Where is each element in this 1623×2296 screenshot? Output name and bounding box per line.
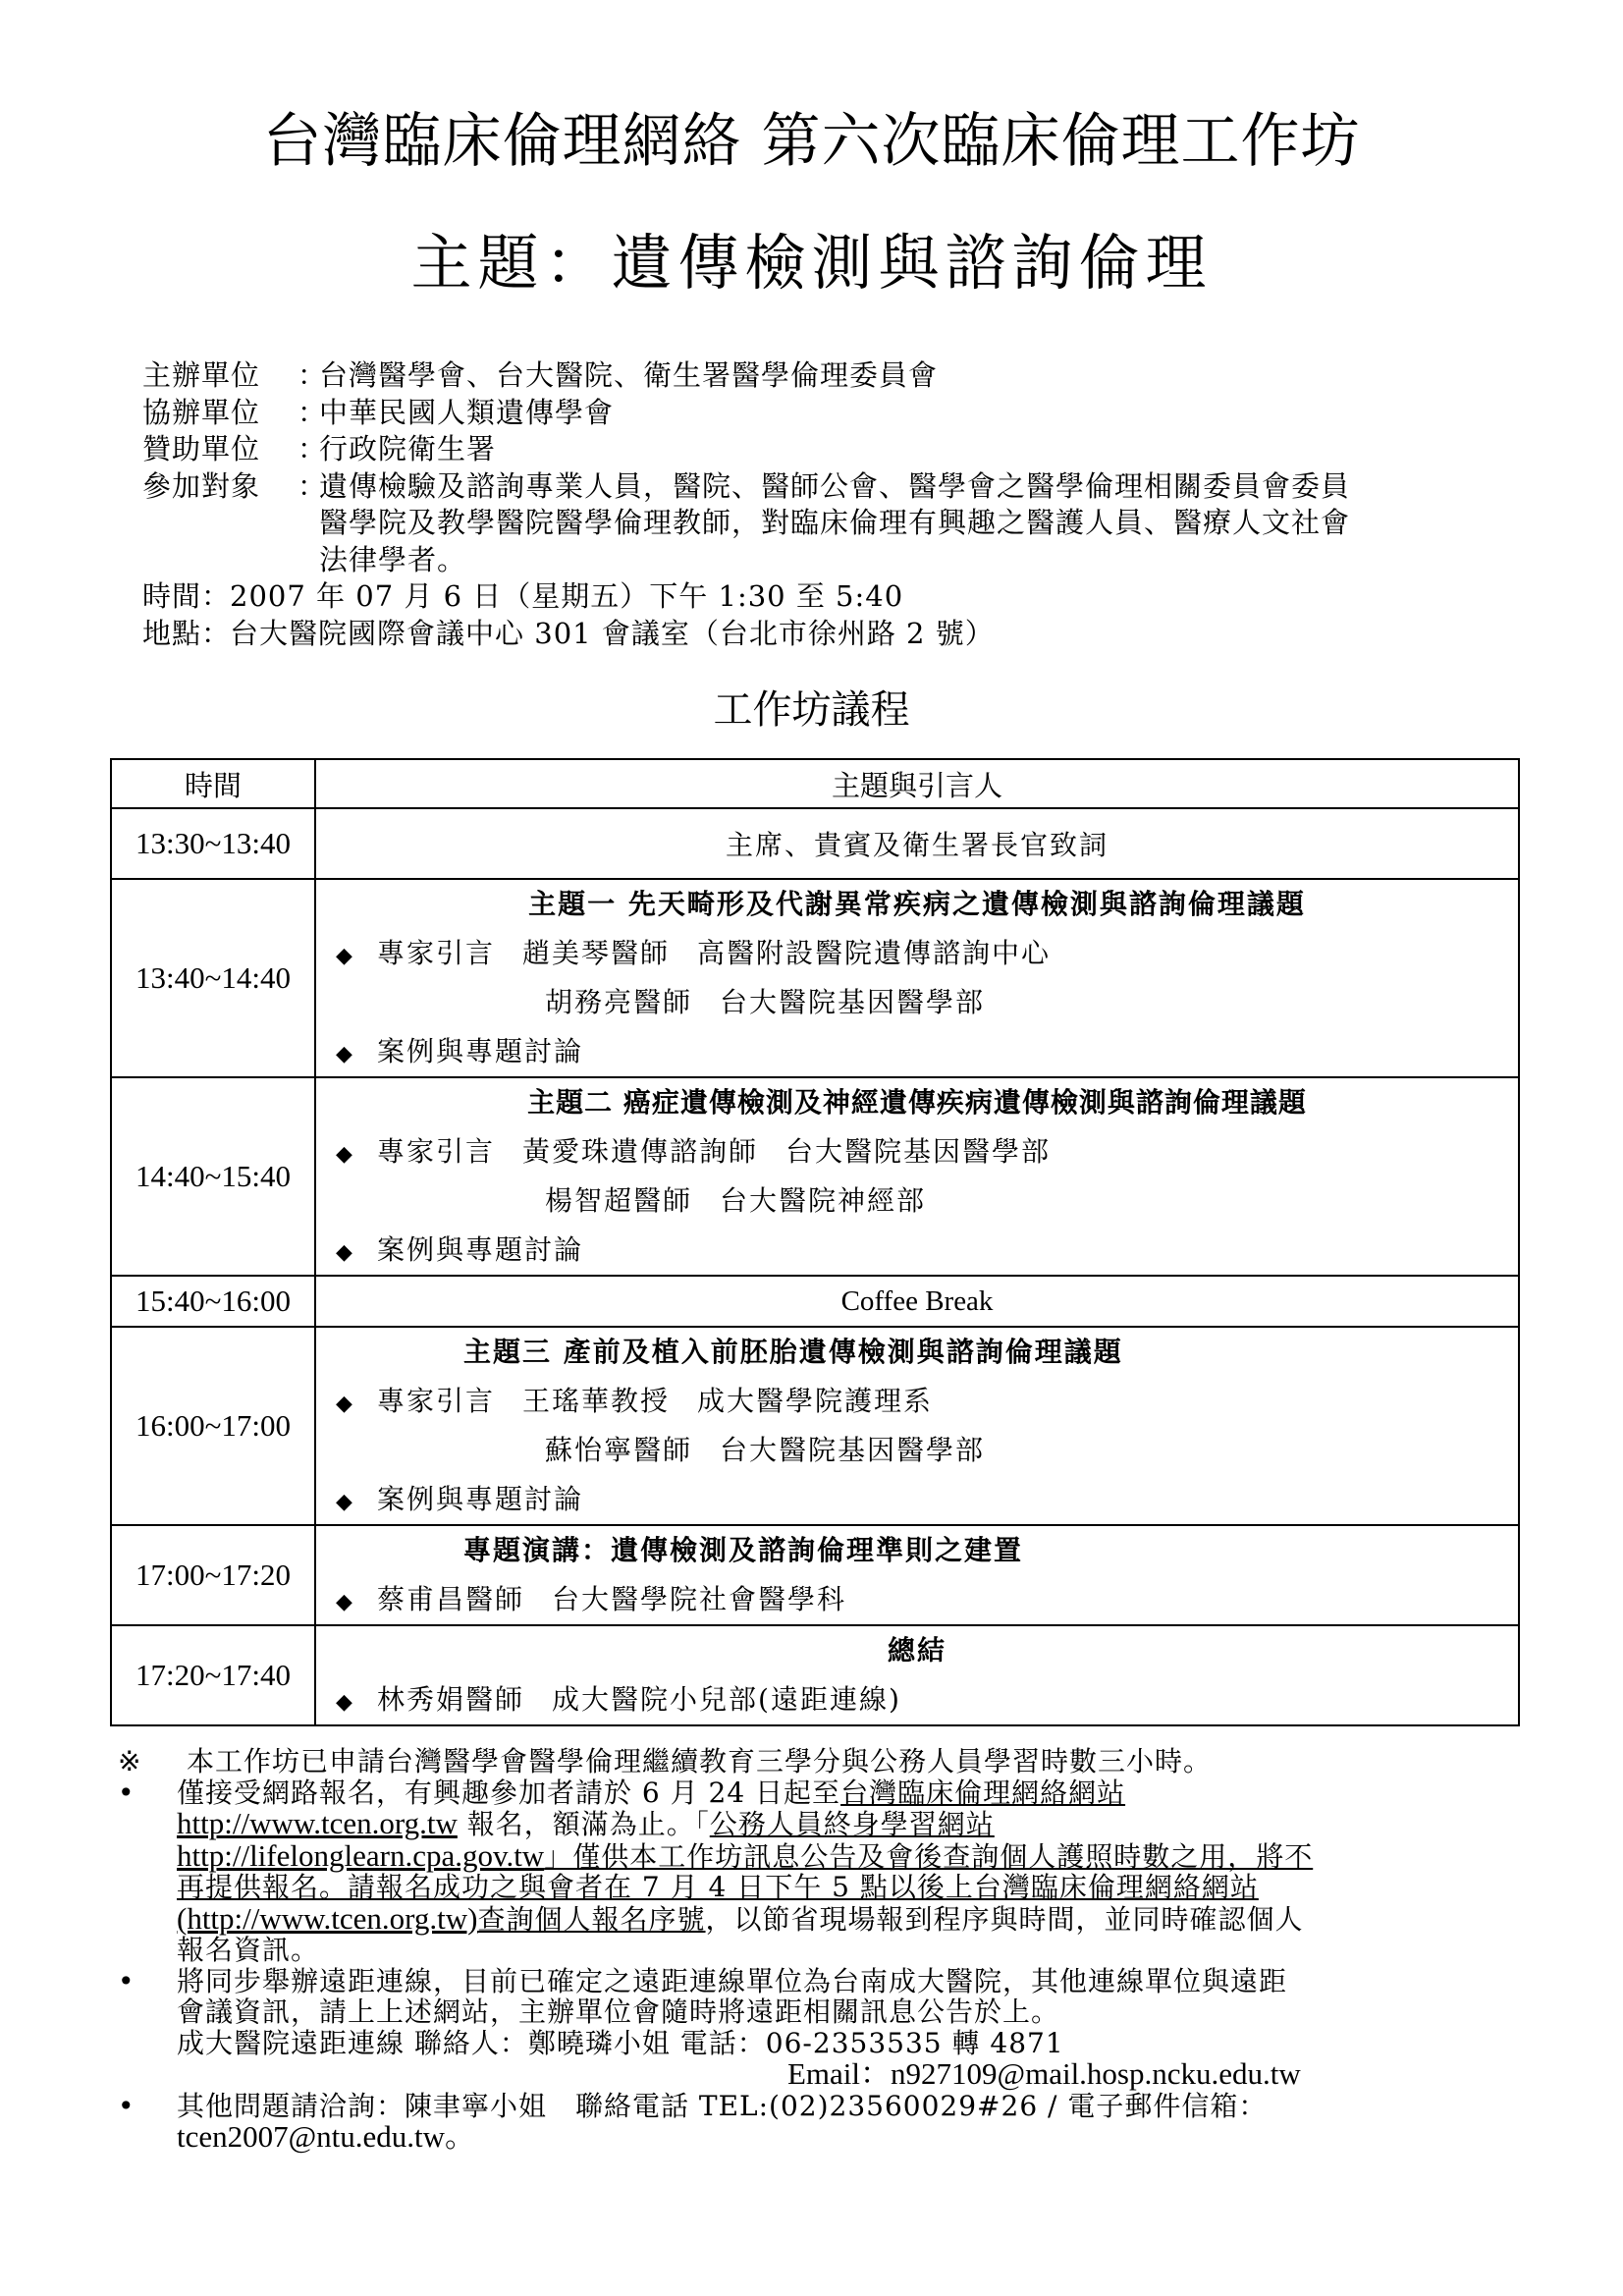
time-value: 2007 年 07 月 6 日（星期五）下午 1:30 至 5:40 <box>230 579 904 613</box>
expert-label: 專家引言 <box>377 1385 496 1417</box>
session-time: 17:20~17:40 <box>111 1625 315 1725</box>
diamond-bullet-icon: ◆ <box>336 1142 354 1167</box>
note-line <box>177 1837 1551 1873</box>
agenda-row <box>111 1625 1519 1725</box>
session-time: 17:00~17:20 <box>111 1525 315 1625</box>
time-row <box>142 578 1517 616</box>
remote-email-text: Email：n927109@mail.hosp.ncku.edu.tw <box>787 2056 1301 2091</box>
session-theme: 主題二 癌症遺傳檢測及神經遺傳疾病遺傳檢測與諮詢倫理議題 <box>527 1086 1307 1119</box>
speaker-name: 趙美琴醫師 <box>522 937 671 969</box>
discussion-label: 案例與專題討論 <box>377 1233 584 1266</box>
colon: ： <box>201 616 231 650</box>
session-theme: 主題三 產前及植入前胚胎遺傳檢測與諮詢倫理議題 <box>463 1336 1123 1368</box>
tcen-url-link[interactable]: (http://www.tcen.org.tw) <box>177 1900 478 1936</box>
speaker-affiliation: 台大醫學院社會醫學科 <box>552 1583 847 1615</box>
speaker-line <box>316 1675 1518 1724</box>
note-line <box>177 1808 1551 1840</box>
session-opening: 主席、貴賓及衛生署長官致詞 <box>315 808 1519 879</box>
session-time: 13:40~14:40 <box>111 879 315 1077</box>
note-line: 會議資訊，請上上述網站，主辦單位會隨時將遠距相關訊息公告於上。 <box>177 1995 1060 2028</box>
agenda-row <box>111 1327 1519 1525</box>
note-line <box>177 1900 1551 1936</box>
speaker-affiliation: 台大醫院基因醫學部 <box>720 1434 986 1466</box>
speaker-name: 林秀娟醫師 <box>377 1683 525 1716</box>
audience-label: 參加對象 <box>142 468 261 503</box>
co-organizer-label: 協辦單位 <box>142 395 261 429</box>
session-time: 15:40~16:00 <box>111 1276 315 1327</box>
sponsor-row <box>142 431 1517 468</box>
colon: ： <box>298 358 327 392</box>
speaker-line <box>316 978 1518 1027</box>
speaker-line <box>316 1575 1518 1624</box>
co-organizer-value: 中華民國人類遺傳學會 <box>319 395 615 429</box>
organizer-label: 主辦單位 <box>142 358 261 392</box>
diamond-bullet-icon: ◆ <box>336 1690 354 1715</box>
workshop-title: 台灣臨床倫理網絡 第六次臨床倫理工作坊 <box>262 107 1361 176</box>
diamond-bullet-icon: ◆ <box>336 1490 354 1514</box>
session-time: 13:30~13:40 <box>111 808 315 879</box>
speaker-name: 王瑤華教授 <box>522 1385 671 1417</box>
audience-line: 醫學院及教學醫院醫學倫理教師，對臨床倫理有興趣之醫護人員、醫療人文社會 <box>319 506 1351 539</box>
bullet-icon: • <box>118 2089 135 2122</box>
expert-label: 專家引言 <box>377 1135 496 1168</box>
note-line: 再提供報名。請報名成功之與會者在 7 月 4 日下午 5 點以後上台灣臨床倫理網絡網站 <box>177 1871 1259 1903</box>
speaker-line <box>316 1426 1518 1475</box>
workshop-theme: 主題：遺傳檢測與諮詢倫理 <box>410 227 1213 299</box>
speaker-name: 黃愛珠遺傳諮詢師 <box>522 1135 759 1168</box>
session-theme: 專題演講：遺傳檢測及諮詢倫理準則之建置 <box>463 1534 1024 1566</box>
speaker-name: 蘇怡寧醫師 <box>545 1434 693 1466</box>
session-content <box>315 1625 1519 1725</box>
speaker-line <box>316 1377 1518 1426</box>
diamond-bullet-icon: ◆ <box>336 1240 354 1265</box>
colon: ： <box>201 579 231 613</box>
speaker-affiliation: 高醫附設醫院遺傳諮詢中心 <box>697 937 1052 969</box>
speaker-affiliation: 台大醫院基因醫學部 <box>720 986 986 1018</box>
discussion-line <box>316 1226 1518 1275</box>
speaker-line <box>316 1176 1518 1226</box>
tcen-url-link[interactable]: http://www.tcen.org.tw <box>177 1806 458 1840</box>
venue-value: 台大醫院國際會議中心 301 會議室（台北市徐州路 2 號） <box>230 616 995 650</box>
speaker-name: 楊智超醫師 <box>545 1184 693 1217</box>
discussion-label: 案例與專題討論 <box>377 1483 584 1515</box>
speaker-affiliation: 成大醫學院護理系 <box>697 1385 934 1417</box>
agenda-table <box>110 758 1520 1726</box>
session-content <box>315 1327 1519 1525</box>
event-info <box>142 357 1517 652</box>
agenda-title: 工作坊議程 <box>713 687 910 733</box>
session-theme: 總結 <box>887 1634 947 1667</box>
coffee-break: Coffee Break <box>315 1276 1519 1327</box>
registration-text: ，以節省現場報到程序與時間，並同時確認個人 <box>705 1902 1304 1936</box>
speaker-affiliation: 成大醫院小兒部(遠距連線) <box>552 1683 901 1716</box>
tcen-site-link[interactable]: 台灣臨床倫理網絡網站 <box>840 1776 1126 1809</box>
remote-email <box>177 2058 1551 2091</box>
diamond-bullet-icon: ◆ <box>336 1042 354 1066</box>
session-content <box>315 1077 1519 1276</box>
note-credit <box>118 1745 1551 1777</box>
agenda-row <box>111 1276 1519 1327</box>
colon: ： <box>298 395 327 429</box>
note-line: 報名資訊。 <box>177 1934 320 1966</box>
speaker-name: 胡務亮醫師 <box>545 986 693 1018</box>
remote-text: 將同步舉辦遠距連線，目前已確定之遠距連線單位為台南成大醫院，其他連線單位與遠距 <box>177 1964 1288 1997</box>
sponsor-label: 贊助單位 <box>142 432 261 465</box>
agenda-row <box>111 1077 1519 1276</box>
venue-label: 地點 <box>142 616 202 650</box>
speaker-affiliation: 台大醫院神經部 <box>720 1184 927 1217</box>
session-content <box>315 1525 1519 1625</box>
registration-text: 報名，額滿為止。「 <box>457 1808 710 1840</box>
sponsor-value: 行政院衛生署 <box>319 432 497 465</box>
discussion-label: 案例與專題討論 <box>377 1035 584 1067</box>
venue-row <box>142 616 1517 653</box>
audience-row <box>142 468 1517 506</box>
registration-text: 僅接受網路報名，有興趣參加者請於 6 月 24 日起至 <box>177 1776 841 1809</box>
notes-section <box>118 1745 1551 2154</box>
note-line <box>177 2121 1551 2154</box>
registration-text: 查詢個人報名序號 <box>477 1902 706 1936</box>
note-line: 成大醫院遠距連線 聯絡人：鄭曉璘小姐 電話：06-2353535 轉 4871 <box>177 2026 1064 2059</box>
organizer-value: 台灣醫學會、台大醫院、衛生署醫學倫理委員會 <box>319 358 939 392</box>
speaker-line <box>316 1127 1518 1176</box>
reference-mark-icon: ※ <box>118 1745 142 1777</box>
column-header-time: 時間 <box>111 759 315 808</box>
note-registration <box>118 1776 1551 1809</box>
note-contact <box>118 2089 1551 2122</box>
colon: ： <box>298 432 327 465</box>
lifelonglearn-url-link[interactable]: http://lifelonglearn.cpa.gov.tw <box>177 1837 545 1873</box>
discussion-line <box>316 1475 1518 1524</box>
bullet-icon: • <box>118 1964 135 1997</box>
co-organizer-row <box>142 395 1517 432</box>
contact-email: tcen2007@ntu.edu.tw。 <box>177 2119 476 2154</box>
credit-text: 本工作坊已申請台灣醫學會醫學倫理繼續教育三學分與公務人員學習時數三小時。 <box>187 1745 1213 1777</box>
speaker-affiliation: 台大醫院基因醫學部 <box>785 1135 1052 1168</box>
registration-text: 」僅供本工作坊訊息公告及會後查詢個人護照時數之用，將不 <box>544 1839 1314 1873</box>
speaker-line <box>316 929 1518 978</box>
colon: ： <box>298 468 327 503</box>
session-theme: 主題一 先天畸形及代謝異常疾病之遺傳檢測與諮詢倫理議題 <box>528 888 1306 920</box>
audience-line: 法律學者。 <box>319 542 467 576</box>
contact-text: 其他問題請洽詢：陳聿寧小姐 聯絡電話 TEL:(02)23560029#26 / 電子郵件信箱： <box>177 2089 1268 2122</box>
diamond-bullet-icon: ◆ <box>336 1392 354 1416</box>
agenda-header-row <box>111 759 1519 808</box>
column-header-topic: 主題與引言人 <box>315 759 1519 808</box>
note-remote <box>118 1964 1551 1997</box>
agenda-row <box>111 1525 1519 1625</box>
session-time: 16:00~17:00 <box>111 1327 315 1525</box>
session-content <box>315 879 1519 1077</box>
organizer-row <box>142 357 1517 395</box>
agenda-row <box>111 879 1519 1077</box>
session-time: 14:40~15:40 <box>111 1077 315 1276</box>
agenda-row <box>111 808 1519 879</box>
audience-line: 遺傳檢驗及諮詢專業人員，醫院、醫師公會、醫學會之醫學倫理相關委員會委員 <box>319 468 1351 503</box>
expert-label: 專家引言 <box>377 937 496 969</box>
speaker-name: 蔡甫昌醫師 <box>377 1583 525 1615</box>
time-label: 時間 <box>142 579 202 613</box>
diamond-bullet-icon: ◆ <box>336 944 354 968</box>
bullet-icon: • <box>118 1776 135 1809</box>
diamond-bullet-icon: ◆ <box>336 1590 354 1614</box>
lifelong-learning-link[interactable]: 公務人員終身學習網站 <box>709 1808 995 1840</box>
discussion-line <box>316 1027 1518 1076</box>
